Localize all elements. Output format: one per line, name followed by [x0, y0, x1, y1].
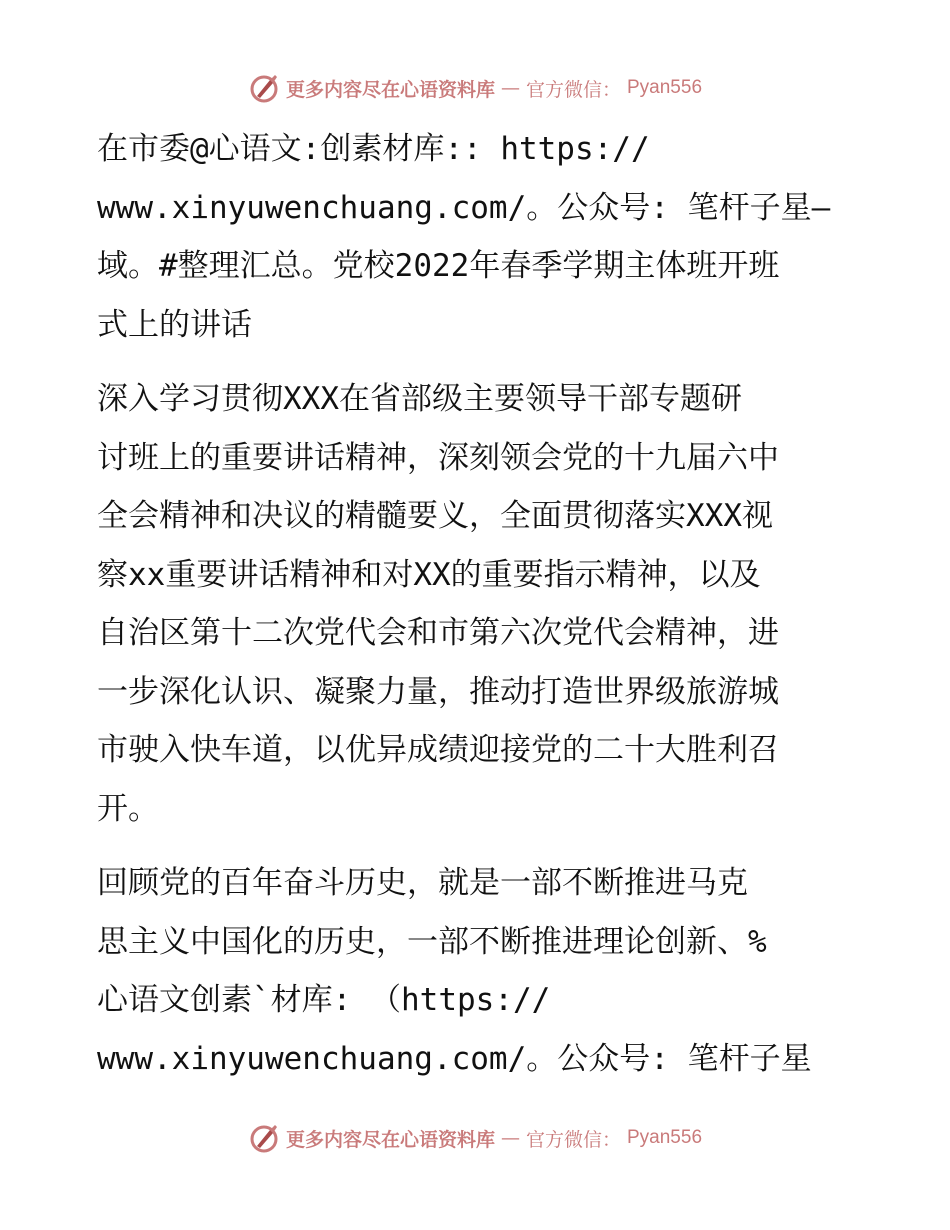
text-line: 心语文创素`材库: （https:// — [97, 982, 551, 1018]
banner-separator: — — [500, 77, 520, 99]
text-line: 式上的讲话 — [97, 306, 252, 343]
text-line: 开。 — [97, 790, 159, 827]
quill-logo-icon — [248, 72, 280, 104]
text-line: 在市委@心语文:创素材库:: https:// — [97, 131, 650, 167]
text-line: 深入学习贯彻XXX在省部级主要领导干部专题研 — [97, 381, 742, 417]
banner-wechat-id: Pyan556 — [627, 1127, 703, 1148]
text-line: 思主义中国化的历史，一部不断推进理论创新、% — [97, 923, 767, 960]
text-line: www.xinyuwenchuang.com/。公众号: 笔杆子星 — [97, 1040, 812, 1077]
banner-main-text: 更多内容尽在心语资料库 — [285, 1128, 495, 1151]
text-line: 一步深化认识、凝聚力量，推动打造世界级旅游城 — [97, 673, 779, 710]
banner-wechat-label: 官方微信： — [525, 1128, 621, 1151]
paragraph-2 — [97, 370, 857, 838]
header-watermark-banner — [0, 72, 950, 104]
text-line: www.xinyuwenchuang.com/。公众号: 笔杆子星— — [97, 189, 831, 226]
footer-watermark-banner — [0, 1122, 950, 1154]
quill-logo-icon — [248, 1122, 280, 1154]
text-line: 察xx重要讲话精神和对XX的重要指示精神，以及 — [97, 556, 761, 593]
banner-main-text: 更多内容尽在心语资料库 — [285, 78, 495, 101]
text-line: 讨班上的重要讲话精神，深刻领会党的十九届六中 — [97, 439, 779, 476]
paragraph-1 — [97, 120, 857, 354]
text-line: 自治区第十二次党代会和市第六次党代会精神，进 — [97, 615, 779, 651]
banner-wechat-label: 官方微信： — [525, 78, 621, 101]
document-body — [97, 120, 857, 1104]
text-line: 回顾党的百年奋斗历史，就是一部不断推进马克 — [97, 865, 748, 901]
banner-separator: — — [500, 1127, 520, 1149]
text-line: 全会精神和决议的精髓要义，全面贯彻落实XXX视 — [97, 498, 773, 534]
paragraph-3 — [97, 854, 857, 1088]
text-line: 市驶入快车道，以优异成绩迎接党的二十大胜利召 — [97, 732, 779, 768]
text-line: 域。#整理汇总。党校2022年春季学期主体班开班 — [97, 248, 780, 284]
banner-wechat-id: Pyan556 — [627, 77, 703, 98]
